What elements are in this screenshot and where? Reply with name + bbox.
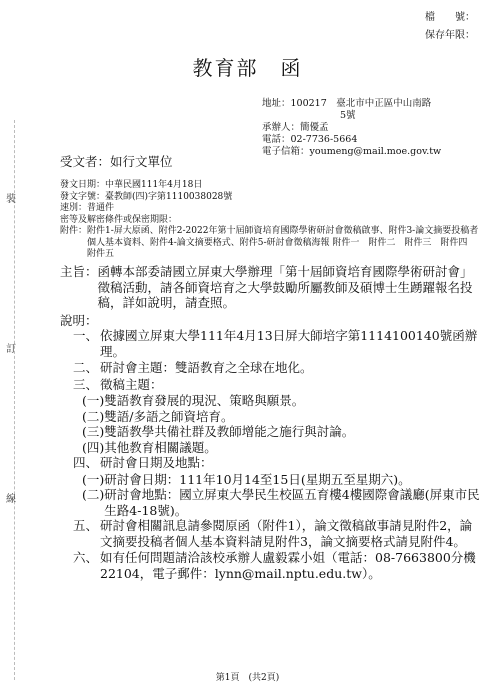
attachments-label: 附件： (60, 226, 88, 236)
sub-item-text: 雙語教學共備社群及教師增能之施行與討論。 (104, 424, 355, 439)
contact-block (262, 98, 477, 158)
file-no-label: 檔 號： (425, 12, 475, 23)
meta-block (60, 180, 480, 261)
sub-item-number: (一) (82, 393, 105, 408)
list-item-text: 依據國立屏東大學111年4月13日屏大師培字第1114100140號函辦理。 (100, 328, 478, 359)
meta-date: 發文日期：中華民國111年4月18日 (60, 180, 203, 190)
sub-item-text: 研討會地點：國立屏東大學民生校區五育樓4樓國際會議廳(屏東市民生路4-18號)。 (104, 487, 480, 518)
list-item (60, 328, 480, 359)
list-item (60, 377, 480, 393)
contact-address: 地址：100217 臺北市中正區中山南路 (262, 98, 432, 109)
archive-file-no (411, 8, 475, 23)
retention-label: 保存年限： (425, 30, 475, 41)
sub-item-number: (一) (82, 471, 105, 487)
archive-retention (411, 26, 475, 41)
list-item-number: 二、 (72, 360, 98, 375)
recipient: 受文者：如行文單位 (60, 154, 173, 169)
meta-speed: 速別：普通件 (60, 203, 115, 213)
list-item-text: 徵稿主題： (100, 376, 163, 392)
list-item-number: 五、 (72, 518, 98, 533)
subject-text: 函轉本部委請國立屏東大學辦理「第十屆師資培育國際學術研討會」徵稿活動，請各師資培育之大學鼓勵所屬教師及碩博士生踴躍報名投稿，詳如說明，請查照。 (97, 264, 473, 310)
list-item (60, 360, 480, 376)
attachments-text: 附件1-屏大原函、附件2-2022年第十屆師資培育國際學術研討會徵稿啟事、附件3-論文摘要投稿者個人基本資料、附件4-論文摘要格式、附件5-研討會徵稿海報 附件一 附件二 附件三 附件四 附件五 (87, 226, 479, 259)
subject (60, 264, 478, 311)
sub-item-text: 雙語/多語之師資培育。 (104, 408, 234, 424)
page-footer: 第1頁 (共2頁) (215, 673, 280, 683)
sub-item-number: (三) (82, 424, 105, 439)
list-item-text: 研討會主題：雙語教育之全球在地化。 (100, 360, 313, 375)
contact-address-cont: 5號 (340, 110, 356, 121)
explanation-list (60, 328, 480, 582)
list-item-text: 如有任何問題請洽該校承辦人盧毅霖小姐（電話：08-7663800分機22104，電子郵件：lynn@mail.nptu.edu.tw）。 (100, 550, 476, 581)
sub-item (60, 487, 480, 518)
sub-item (60, 472, 480, 488)
sub-item (60, 440, 480, 456)
sub-item-number: (二) (82, 487, 105, 502)
sub-item-text: 雙語教育發展的現況、策略與願景。 (104, 393, 305, 408)
sub-item (60, 393, 480, 409)
list-item (60, 518, 480, 549)
sub-item-number: (二) (82, 408, 105, 424)
contact-phone: 電話：02-7736-5664 (262, 134, 358, 145)
binding-mark-ding: 訂 (6, 344, 16, 355)
binding-mark-xian: 線 (6, 494, 16, 505)
subject-label: 主旨： (60, 264, 98, 279)
list-item-number: 一、 (72, 328, 98, 343)
list-item-number: 三、 (72, 376, 98, 392)
list-item (60, 455, 480, 471)
binding-mark-zhuang: 裝 (6, 194, 16, 205)
sub-item-text: 研討會日期：111年10月14至15日(星期五至星期六)。 (104, 471, 411, 487)
list-item-text: 研討會日期及地點： (100, 455, 213, 470)
contact-handler: 承辦人：簡優孟 (262, 122, 329, 133)
sub-item-text: 其他教育相關議題。 (104, 439, 217, 455)
list-item-number: 四、 (72, 455, 98, 470)
sub-item (60, 409, 480, 425)
explain-label: 說明： (60, 313, 98, 328)
document-title: 教育部 函 (192, 56, 303, 80)
list-item (60, 550, 480, 581)
list-item-number: 六、 (72, 550, 98, 565)
meta-attachments (60, 226, 480, 261)
sub-item (60, 424, 480, 440)
meta-secrecy: 密等及解密條件或保密期限： (60, 214, 178, 225)
list-item-text: 研討會相關訊息請參閱原函（附件1），論文徵稿啟事請見附件2，論文摘要投稿者個人基本資料請見附件3，論文摘要格式請見附件4。 (100, 518, 473, 549)
meta-number: 發文字號：臺教師(四)字第1110038028號 (60, 191, 233, 202)
contact-email: 電子信箱：youmeng@mail.moe.gov.tw (262, 146, 442, 157)
sub-item-number: (四) (82, 439, 105, 455)
